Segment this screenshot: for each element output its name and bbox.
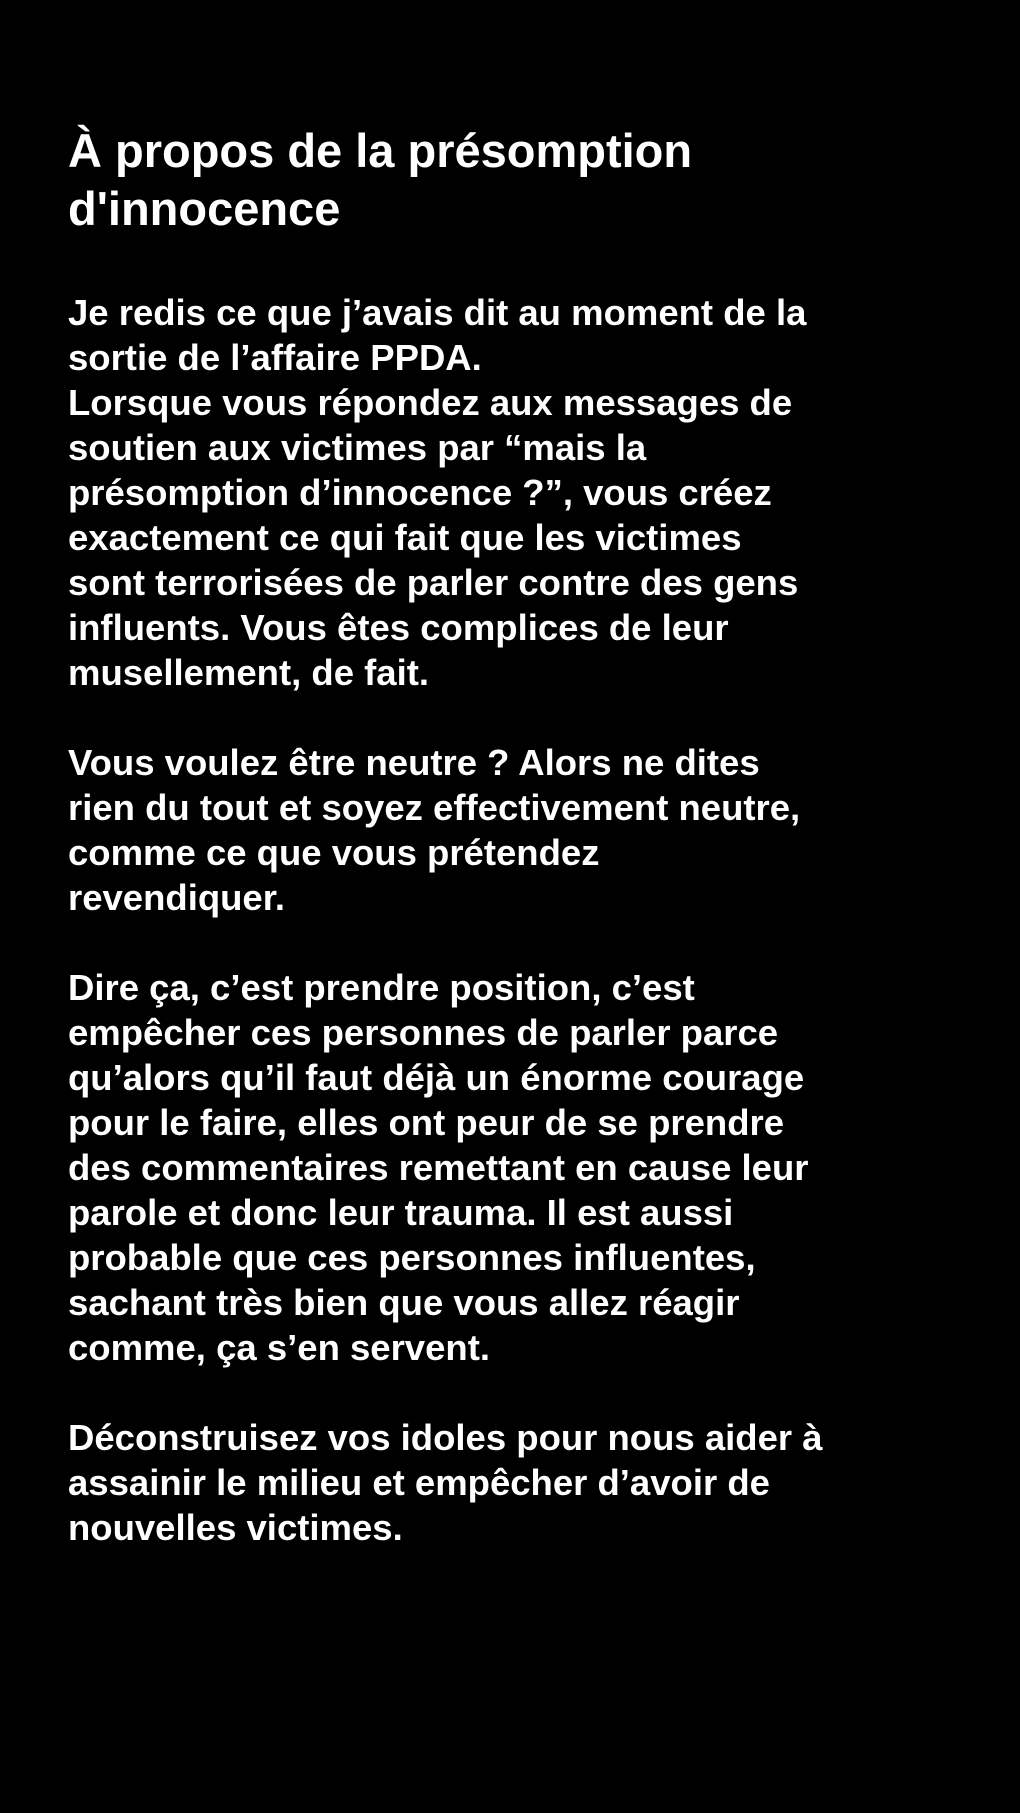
text-line: Déconstruisez vos idoles pour nous aider à xyxy=(68,1417,823,1458)
text-line: Vous voulez être neutre ? Alors ne dites xyxy=(68,742,760,783)
text-line: nouvelles victimes. xyxy=(68,1507,403,1548)
text-line: sortie de l’affaire PPDA. xyxy=(68,337,482,378)
spacer xyxy=(68,695,968,740)
text-line: empêcher ces personnes de parler parce xyxy=(68,1012,779,1053)
text-line: des commentaires remettant en cause leur xyxy=(68,1147,809,1188)
text-line: influents. Vous êtes complices de leur xyxy=(68,607,729,648)
text-line: revendiquer. xyxy=(68,877,286,918)
text-line: exactement ce qui fait que les victimes xyxy=(68,517,742,558)
text-line: assainir le milieu et empêcher d’avoir de xyxy=(68,1462,770,1503)
paragraph-4 xyxy=(68,1415,968,1550)
text-line: comme, ça s’en servent. xyxy=(68,1327,490,1368)
title-line: d'innocence xyxy=(68,182,341,235)
spacer xyxy=(68,1370,968,1415)
document-page xyxy=(68,122,968,1550)
text-line: probable que ces personnes influentes, xyxy=(68,1237,756,1278)
text-line: sont terrorisées de parler contre des gens xyxy=(68,562,799,603)
spacer xyxy=(68,920,968,965)
text-line: Dire ça, c’est prendre position, c’est xyxy=(68,967,695,1008)
text-line: musellement, de fait. xyxy=(68,652,430,693)
spacer xyxy=(68,238,968,290)
text-line: Je redis ce que j’avais dit au moment de la xyxy=(68,292,807,333)
paragraph-1 xyxy=(68,290,968,695)
paragraph-2 xyxy=(68,740,968,920)
text-line: parole et donc leur trauma. Il est aussi xyxy=(68,1192,734,1233)
document-title xyxy=(68,122,968,238)
text-line: sachant très bien que vous allez réagir xyxy=(68,1282,740,1323)
paragraph-3 xyxy=(68,965,968,1370)
text-line: rien du tout et soyez effectivement neutre, xyxy=(68,787,801,828)
text-line: pour le faire, elles ont peur de se prendre xyxy=(68,1102,785,1143)
text-line: présomption d’innocence ?”, vous créez xyxy=(68,472,772,513)
text-line: Lorsque vous répondez aux messages de xyxy=(68,382,793,423)
text-line: comme ce que vous prétendez xyxy=(68,832,600,873)
text-line: qu’alors qu’il faut déjà un énorme courage xyxy=(68,1057,805,1098)
text-line: soutien aux victimes par “mais la xyxy=(68,427,647,468)
title-line: À propos de la présomption xyxy=(68,124,693,177)
